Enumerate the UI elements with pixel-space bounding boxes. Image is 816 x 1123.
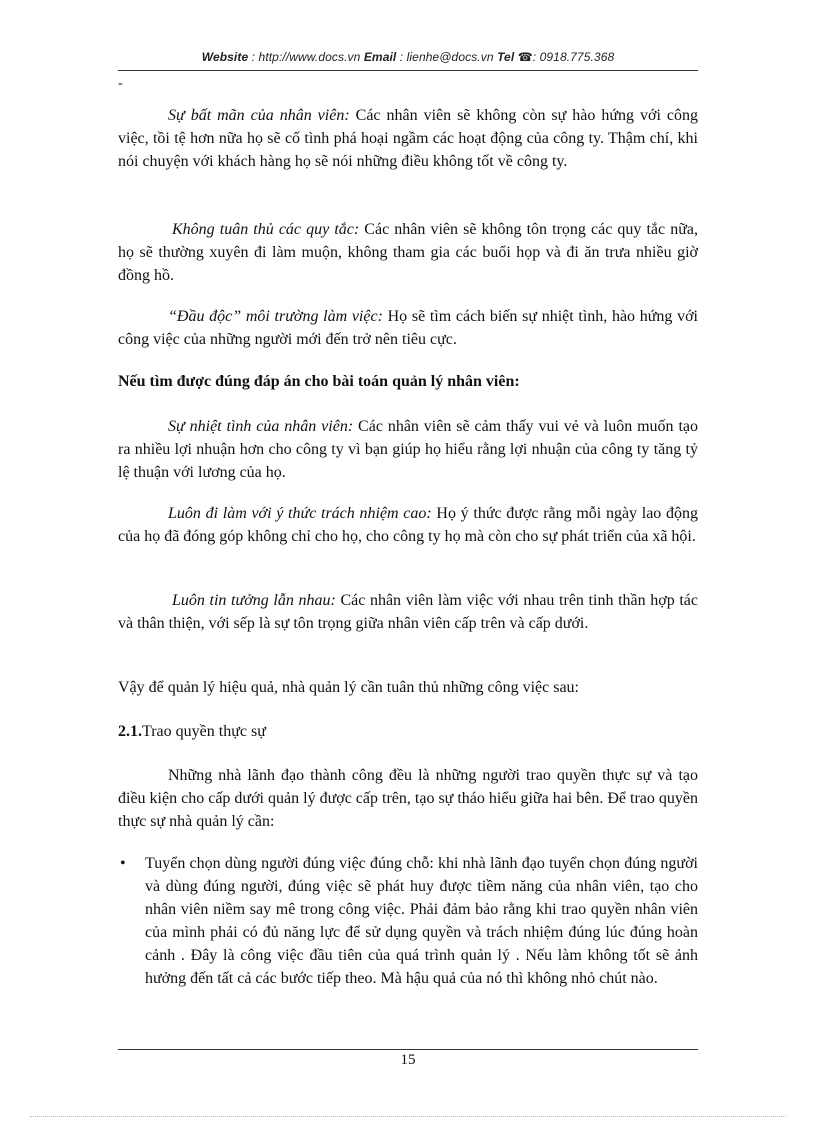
footer-rule [118, 1049, 698, 1050]
paragraph-body: Họ ý thức được rằng mỗi ngày lao động của họ đã đóng góp không chỉ cho họ, cho công ty họ mà còn cho sự phát triển của xã hội. [118, 505, 698, 545]
paragraph-body: Họ sẽ tìm cách biến sự nhiệt tình, hào hứng với công việc của những người mới đến trở nên tiêu cực. [118, 308, 698, 348]
section-paragraph: Những nhà lãnh đạo thành công đều là những người trao quyền thực sự và tạo điều kiện cho cấp dưới quản lý được cấp trên, tạo sự tháo hiểu giữa hai bên. Để trao quyền thực sự nhà quản lý cần: [118, 767, 698, 830]
bullet-icon: • [120, 855, 126, 872]
paragraph-responsibility [118, 502, 698, 548]
email-label: Email [363, 50, 397, 64]
paragraph-body: Các nhân viên sẽ không còn sự hào hứng với công việc, tồi tệ hơn nữa họ sẽ cố tình phá hoại ngầm các hoạt động của công ty. Thậm chí, khi nói chuyện với khách hàng họ sẽ nói những điều không tốt về công ty. [118, 107, 698, 170]
header-rule [118, 70, 698, 71]
paragraph-rules [118, 218, 698, 287]
page-header [118, 50, 698, 64]
tel-label: Tel [497, 50, 515, 64]
heading-solution: Nếu tìm được đúng đáp án cho bài toán quản lý nhân viên: [118, 373, 520, 390]
paragraph-lead: Không tuân thủ các quy tắc: [172, 221, 360, 238]
bullet-text: Tuyển chọn dùng người đúng việc đúng chỗ: khi nhà lãnh đạo tuyển chọn đúng người và dùng đúng người, đúng việc sẽ phát huy được tiềm năng của nhân viên, tạo cho nhân viên niềm say mê trong công việc. Phải đảm bảo rằng khi trao quyền nhân viên của mình phải có đủ năng lực để sử dụng quyền và trách nhiệm đúng lúc đúng hoàn cảnh . Đây là công việc đầu tiên của quá trình quản lý . Nếu làm không tốt sẽ ảnh hưởng đến tất cả các bước tiếp theo. Mà hậu quả của nó thì không nhỏ chút nào. [145, 855, 698, 987]
paragraph-lead: Sự nhiệt tình của nhân viên: [168, 418, 354, 435]
phone-icon: ☎ [517, 50, 533, 64]
paragraph-summary: Vậy để quản lý hiệu quả, nhà quản lý cần tuân thủ những công việc sau: [118, 679, 579, 696]
paragraph-dissatisfaction [118, 104, 698, 173]
paragraph-body: Các nhân viên sẽ không tôn trọng các quy tắc nữa, họ sẽ thường xuyên đi làm muộn, không tham gia các buổi họp và đi ăn trưa nhiều giờ đồng hồ. [118, 221, 698, 284]
website-label: Website [201, 50, 249, 64]
paragraph-trust [118, 589, 698, 635]
paragraph-lead: Luôn tin tưởng lẫn nhau: [172, 592, 336, 609]
paragraph-poison [118, 305, 698, 351]
section-title: Trao quyền thực sự [142, 723, 266, 740]
page-number: 15 [400, 1052, 416, 1068]
paragraph-enthusiasm [118, 415, 698, 484]
section-number: 2.1. [118, 723, 142, 740]
tel-value: : 0918.775.368 [532, 50, 615, 64]
paragraph-lead: “Đầu độc” môi trường làm việc: [168, 308, 383, 325]
website-value: : http://www.docs.vn [251, 50, 361, 64]
paragraph-lead: Luôn đi làm với ý thức trách nhiệm cao: [168, 505, 432, 522]
section-heading [118, 720, 698, 743]
paragraph-body: Các nhân viên làm việc với nhau trên tinh thần hợp tác và thân thiện, với sếp là sự tôn trọng giữa nhân viên cấp trên và cấp dưới. [118, 592, 698, 632]
dash-mark: - [118, 76, 123, 91]
paragraph-lead: Sự bất mãn của nhân viên: [168, 107, 350, 124]
page-edge-dotted-line [30, 1116, 786, 1117]
paragraph-body: Các nhân viên sẽ cảm thấy vui vẻ và luôn muốn tạo ra nhiều lợi nhuận hơn cho công ty vì bạn giúp họ hiểu rằng lợi nhuận của công ty tăng tỷ lệ thuận với lương của họ. [118, 418, 698, 481]
email-value: : lienhe@docs.vn [399, 50, 494, 64]
